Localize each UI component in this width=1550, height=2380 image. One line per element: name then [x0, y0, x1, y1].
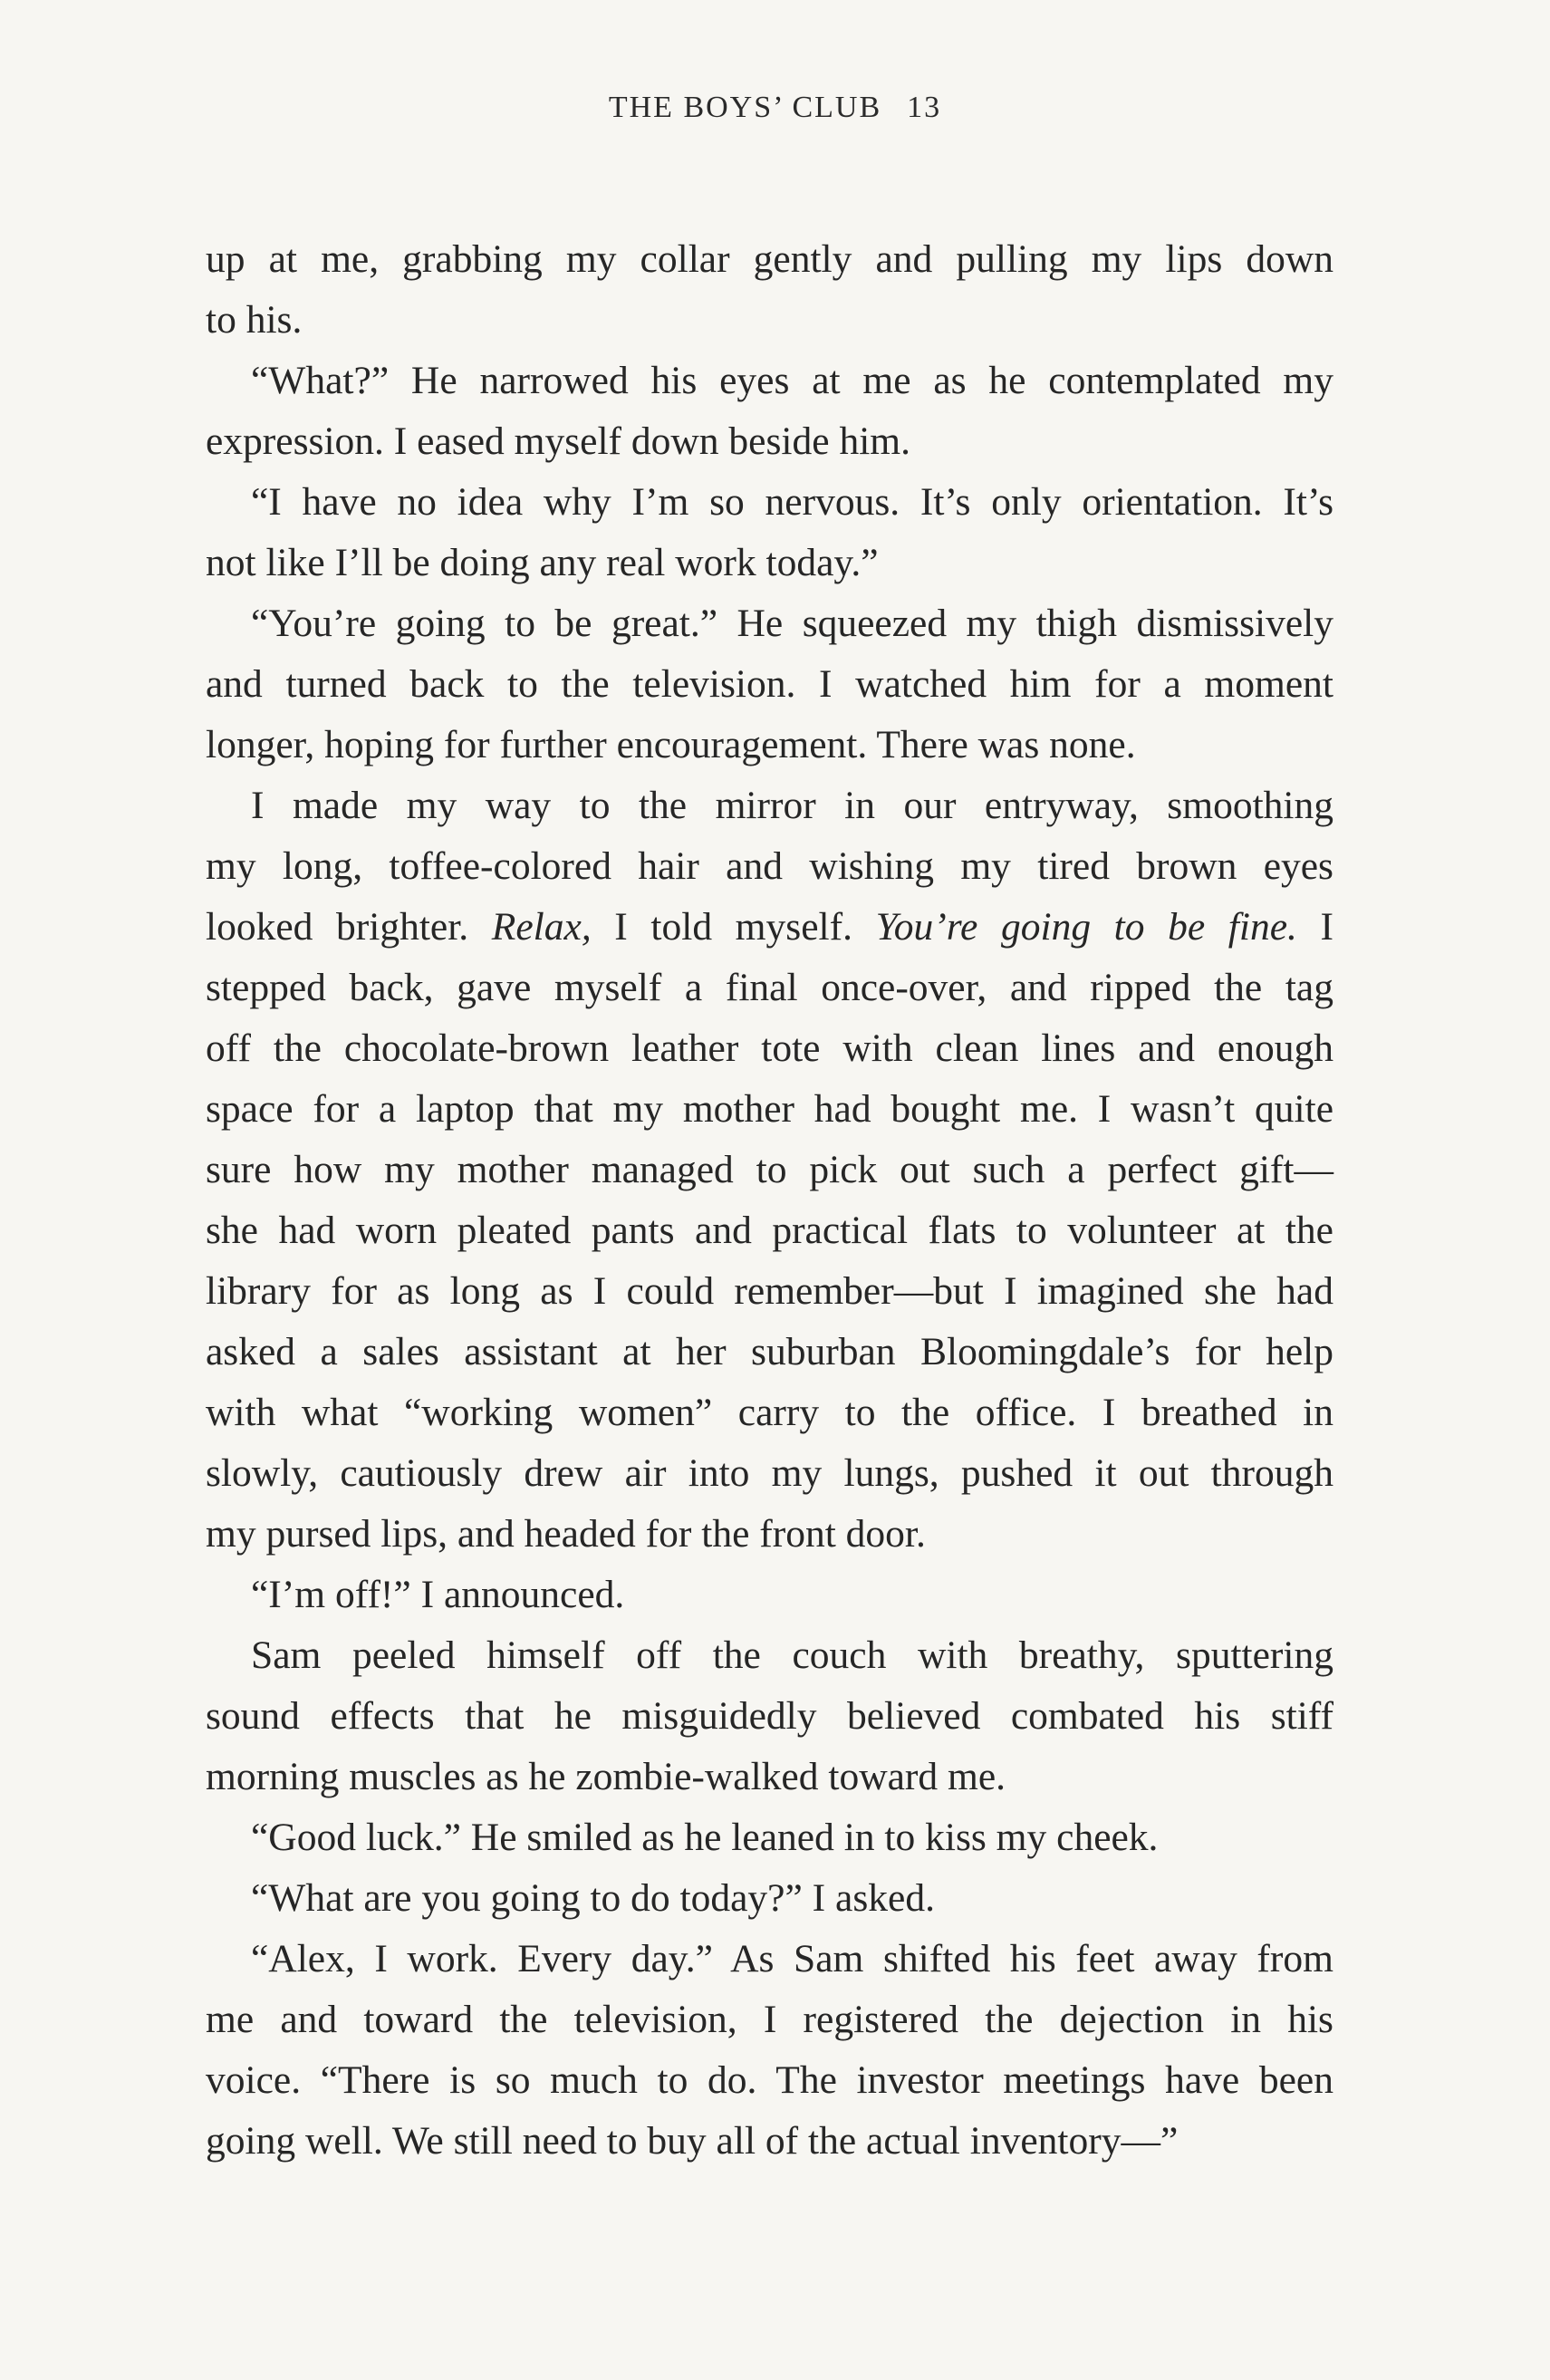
text-line: “Alex, I work. Every day.” As Sam shifted his feet away from	[251, 1937, 1333, 1980]
text-line: “I have no idea why I’m so nervous. It’s only orientation. It’s	[251, 480, 1333, 524]
text-line: “You’re going to be great.” He squeezed my thigh dismissively	[251, 602, 1333, 645]
text-line: to his.	[206, 298, 303, 342]
text-line: not like I’ll be doing any real work today.”	[206, 541, 879, 584]
text-line: “Good luck.” He smiled as he leaned in to kiss my cheek.	[251, 1816, 1159, 1859]
text-line: library for as long as I could remember—but I imagined she had	[206, 1269, 1333, 1313]
text-line: off the chocolate-brown leather tote with clean lines and enough	[206, 1026, 1333, 1070]
text-line: “What are you going to do today?” I asked.	[251, 1876, 935, 1920]
text-span: I	[1296, 905, 1333, 949]
page-number: 13	[907, 91, 942, 124]
text-line: going well. We still need to buy all of the actual inventory—”	[206, 2119, 1179, 2163]
text-line: up at me, grabbing my collar gently and pulling my lips down	[206, 237, 1333, 281]
book-title: THE BOYS’ CLUB	[608, 91, 882, 124]
text-line: space for a laptop that my mother had bought me. I wasn’t quite	[206, 1087, 1333, 1131]
text-line: I made my way to the mirror in our entryway, smoothing	[251, 784, 1333, 827]
text-span: looked brighter.	[206, 905, 492, 949]
italic-text: You’re going to be fine.	[875, 905, 1297, 949]
text-line: stepped back, gave myself a final once-over, and ripped the tag	[206, 966, 1333, 1009]
text-line: my pursed lips, and headed for the front door.	[206, 1512, 926, 1556]
text-line: asked a sales assistant at her suburban Bloomingdale’s for help	[206, 1330, 1333, 1373]
text-line: Sam peeled himself off the couch with breathy, sputtering	[251, 1633, 1333, 1677]
text-line	[206, 897, 1333, 958]
text-line: sure how my mother managed to pick out such a perfect gift—	[206, 1148, 1333, 1191]
running-header	[0, 91, 1550, 125]
text-line: me and toward the television, I registered the dejection in his	[206, 1998, 1333, 2041]
text-line: with what “working women” carry to the office. I breathed in	[206, 1391, 1333, 1434]
text-line: she had worn pleated pants and practical flats to volunteer at the	[206, 1209, 1333, 1252]
text-line: voice. “There is so much to do. The investor meetings have been	[206, 2058, 1333, 2102]
text-line: longer, hoping for further encouragement. There was none.	[206, 723, 1136, 766]
text-line: sound effects that he misguidedly believed combated his stiff	[206, 1694, 1333, 1738]
text-line: morning muscles as he zombie-walked toward me.	[206, 1755, 1006, 1798]
text-line: and turned back to the television. I watched him for a moment	[206, 662, 1333, 706]
text-line: slowly, cautiously drew air into my lungs, pushed it out through	[206, 1451, 1333, 1495]
text-line: “I’m off!” I announced.	[251, 1573, 625, 1616]
text-line: “What?” He narrowed his eyes at me as he contemplated my	[251, 359, 1333, 402]
body-text	[206, 229, 1333, 2172]
text-span: I told myself.	[591, 905, 876, 949]
text-line: expression. I eased myself down beside him.	[206, 419, 910, 463]
italic-text: Relax,	[491, 905, 592, 949]
text-line: my long, toffee-colored hair and wishing my tired brown eyes	[206, 844, 1333, 888]
